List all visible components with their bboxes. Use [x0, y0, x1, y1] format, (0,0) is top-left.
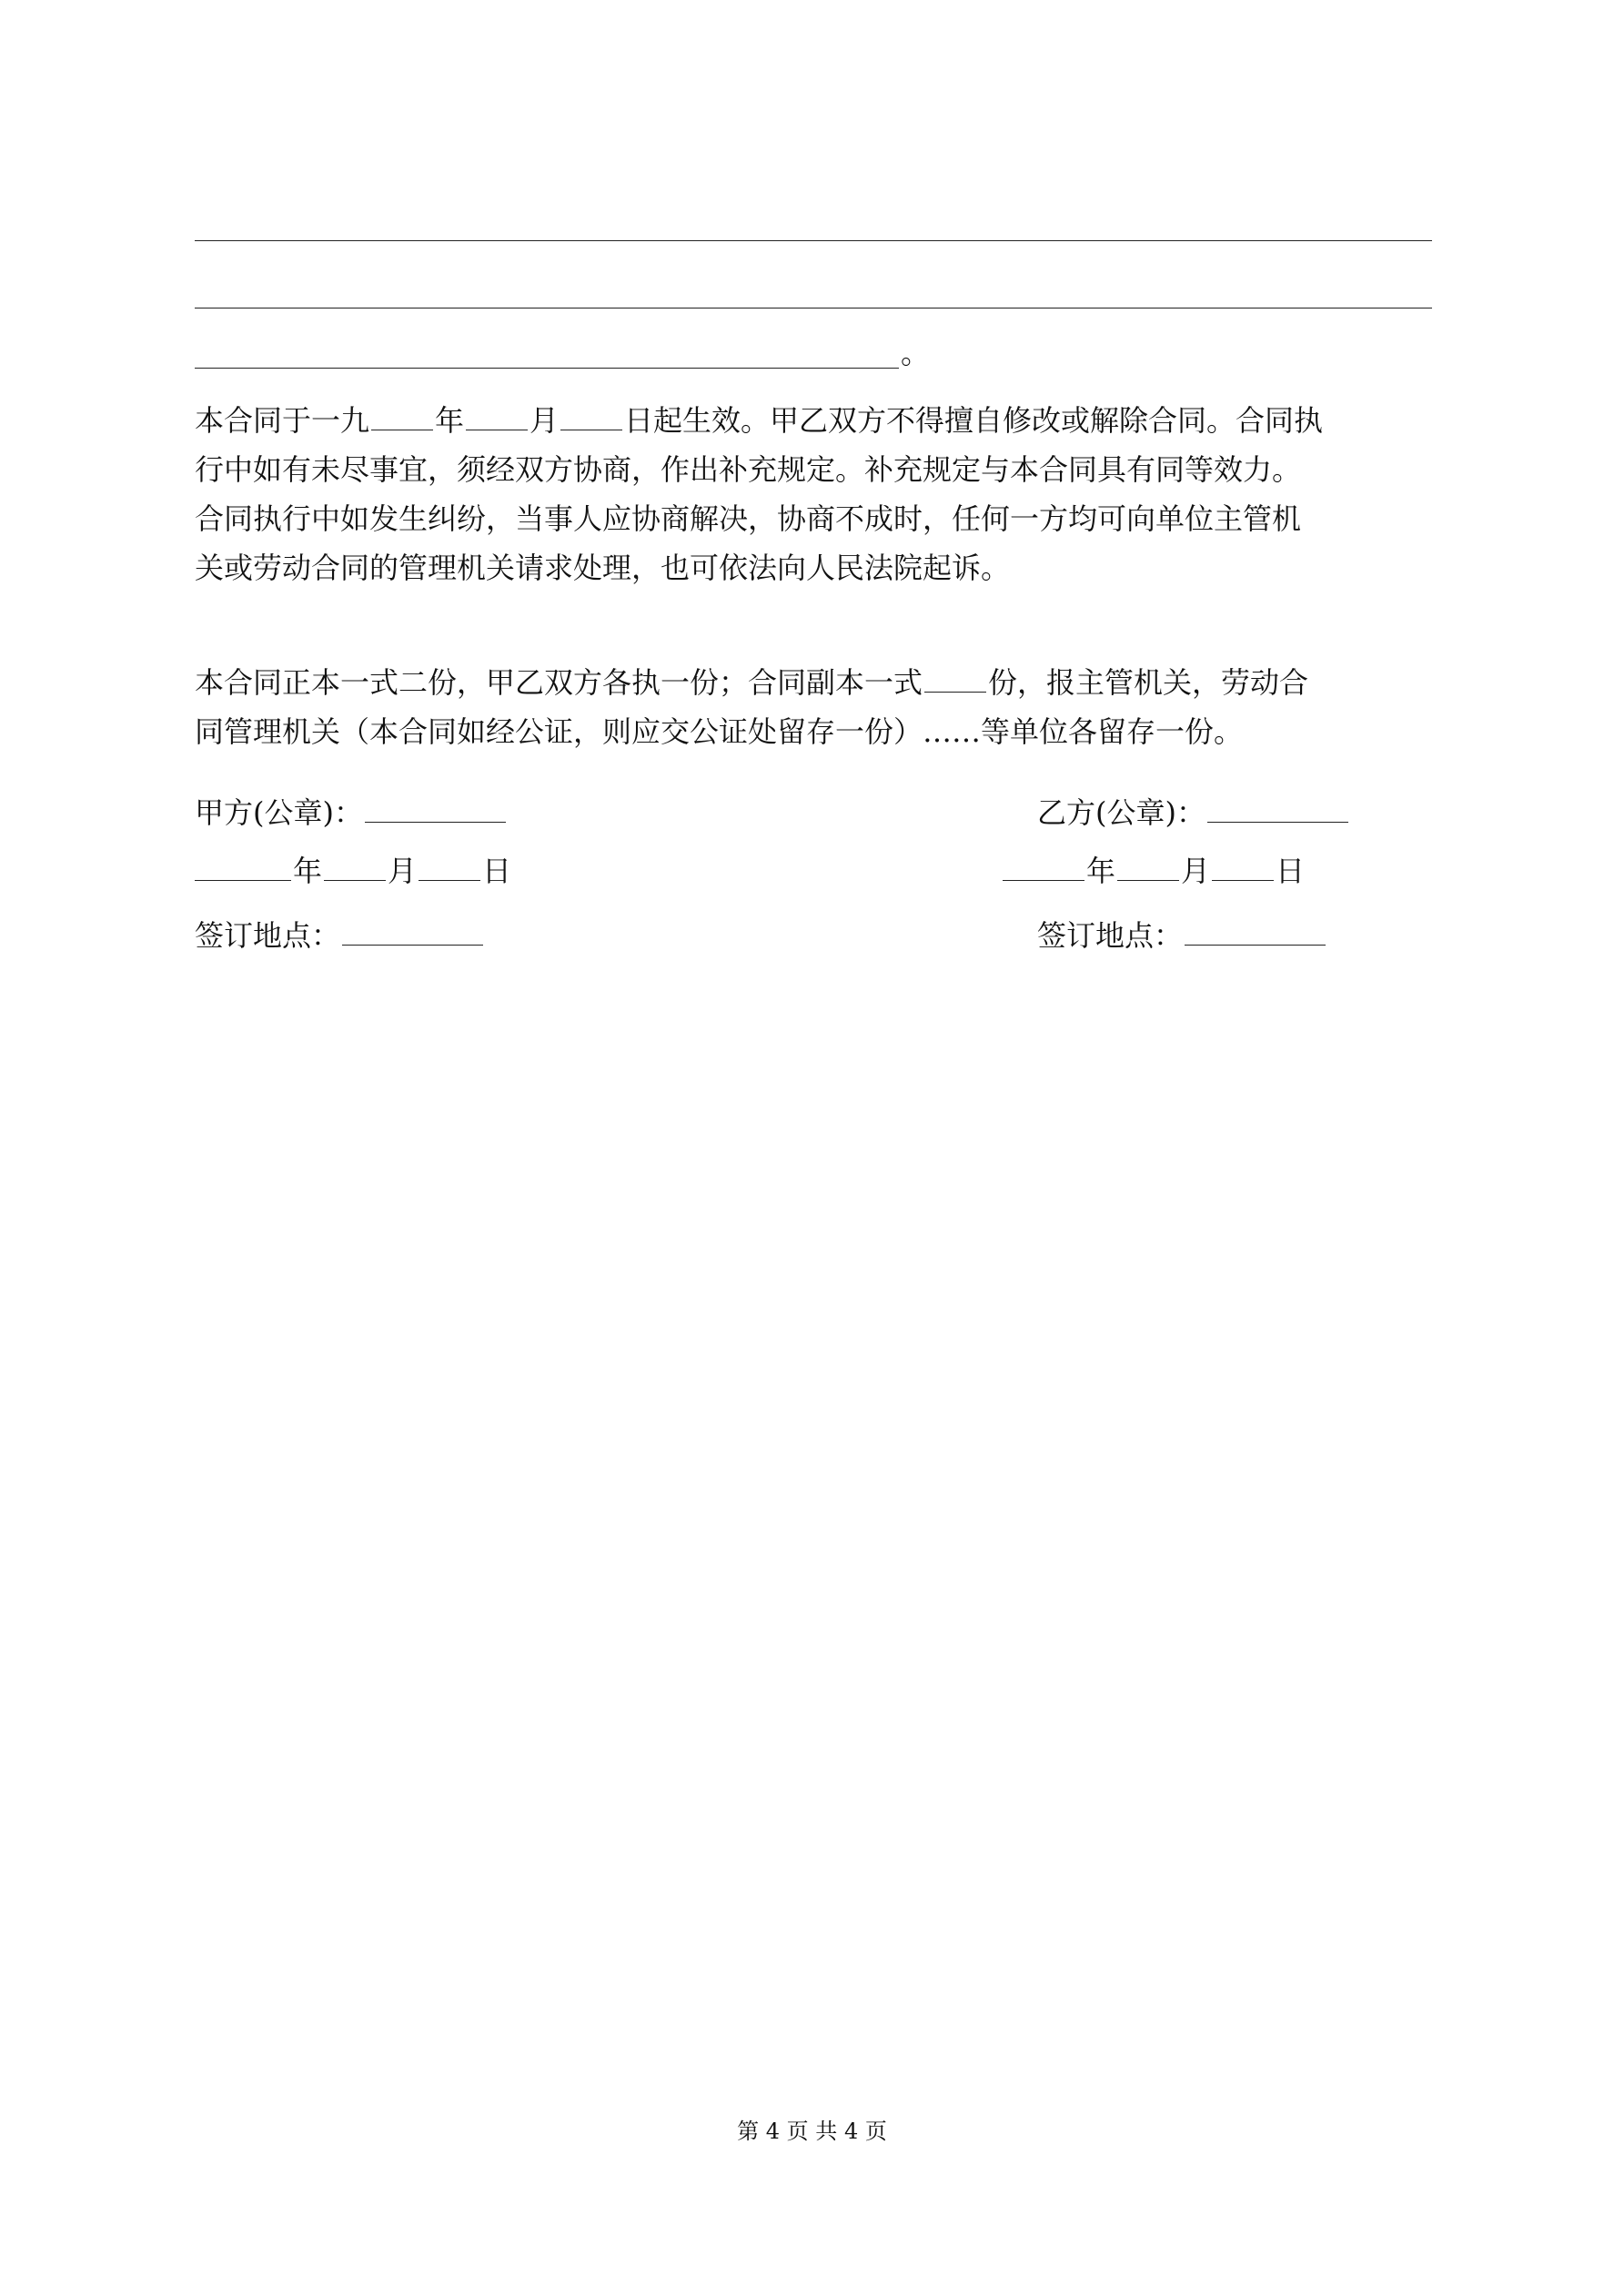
party-a-year-blank[interactable] — [195, 853, 291, 881]
party-a-month-blank[interactable] — [324, 853, 386, 881]
party-a-place-row — [195, 917, 485, 954]
paragraph-line: 合同执行中如发生纠纷，当事人应协商解决，协商不成时，任何一方均可向单位主管机 — [195, 501, 1302, 536]
paragraph-copies — [195, 658, 1432, 756]
paragraph-line: 同管理机关（本合同如经公证，则应交公证处留存一份）……等单位各留存一份。 — [195, 714, 1244, 749]
paragraph-line: 关或劳动合同的管理机关请求处理，也可依法向人民法院起诉。 — [195, 551, 1011, 585]
paragraph-effective-date — [195, 396, 1432, 592]
party-a-place-label: 签订地点： — [195, 918, 341, 953]
paragraph-line: 本合同正本一式二份，甲乙双方各执一份；合同副本一式 份，报主管机关，劳动合 — [195, 665, 1309, 700]
party-b-day-blank[interactable] — [1212, 853, 1274, 881]
copies-count-blank[interactable] — [924, 664, 986, 693]
party-b-seal-label: 乙方(公章)： — [1037, 795, 1205, 830]
paragraph-line: 行中如有未尽事宜，须经双方协商，作出补充规定。补充规定与本合同具有同等效力。 — [195, 452, 1302, 487]
party-a-day-blank[interactable] — [419, 853, 480, 881]
blank-line-end-mark: 。 — [901, 336, 931, 370]
party-b-date-row: 年 月 日 — [1003, 853, 1305, 889]
party-b-year-blank[interactable] — [1003, 853, 1084, 881]
blank-fill-line-1[interactable] — [195, 240, 1432, 241]
day-blank[interactable] — [560, 402, 622, 430]
party-b-seal-blank[interactable] — [1207, 794, 1348, 823]
page-indicator: 第 4 页 共 4 页 — [737, 2119, 887, 2144]
party-b-place-blank[interactable] — [1185, 917, 1326, 946]
party-b-month-blank[interactable] — [1117, 853, 1179, 881]
party-a-date-row: 年 月 日 — [195, 853, 511, 889]
party-a-seal-label: 甲方(公章)： — [195, 795, 363, 830]
month-blank[interactable] — [466, 402, 528, 430]
paragraph-line: 本合同于一九 年 月 日起生效。甲乙双方不得擅自修改或解除合同。合同执 — [195, 403, 1324, 438]
blank-fill-line-3[interactable] — [195, 368, 899, 369]
party-b-seal-row — [1037, 794, 1350, 831]
party-a-place-blank[interactable] — [342, 917, 483, 946]
party-a-seal-row — [195, 794, 508, 831]
party-b-place-label: 签订地点： — [1037, 918, 1184, 953]
party-b-place-row — [1037, 917, 1327, 954]
year-blank[interactable] — [371, 402, 433, 430]
party-a-seal-blank[interactable] — [365, 794, 506, 823]
